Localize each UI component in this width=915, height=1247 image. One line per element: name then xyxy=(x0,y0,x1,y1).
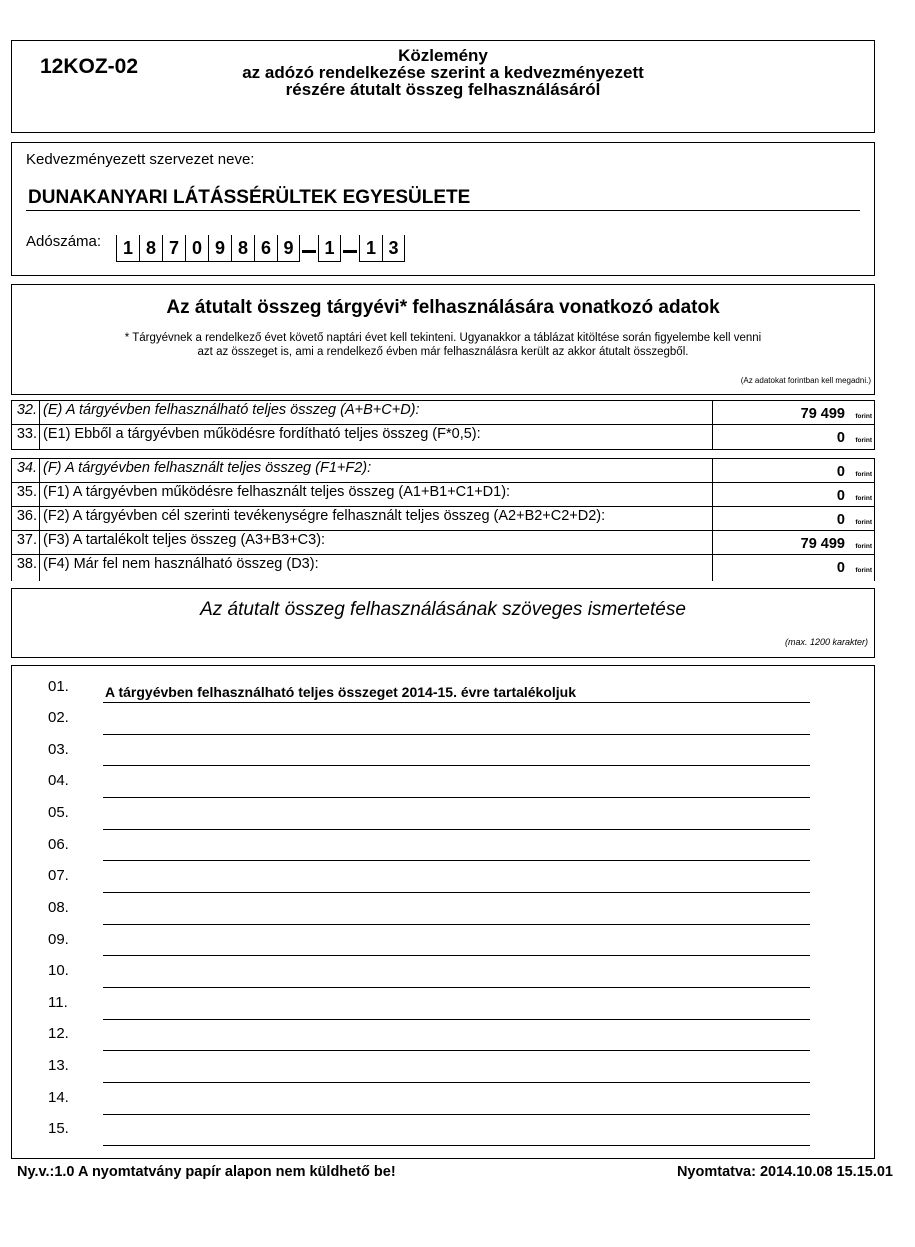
row-number: 37. xyxy=(12,531,40,554)
line-rule xyxy=(103,955,810,956)
usage-data-header xyxy=(11,284,875,395)
line-number: 07. xyxy=(48,867,69,884)
row-value-field[interactable] xyxy=(712,555,875,581)
row-label: (F2) A tárgyévben cél szerinti tevékenységre felhasznált teljes összeg (A2+B2+C2+D2): xyxy=(43,508,606,524)
description-title: Az átutalt összeg felhasználásának szöveges ismertetése xyxy=(200,599,686,620)
row-number: 34. xyxy=(12,459,40,482)
beneficiary-section xyxy=(11,142,875,276)
row-unit: forint xyxy=(855,519,872,526)
row-number: 33. xyxy=(12,425,40,449)
table-row xyxy=(11,554,875,581)
line-rule xyxy=(103,797,810,798)
row-value: 79 499 xyxy=(800,406,845,422)
table-row xyxy=(11,400,875,424)
line-number: 12. xyxy=(48,1025,69,1042)
footnote-line-1: * Tárgyévnek a rendelkező évet követő naptári évet kell tekinteni. Ugyanakkor a táblázat kitöltése során figyelembe kell venni xyxy=(124,332,762,344)
form-title-line-3: részére átutalt összeg felhasználásáról xyxy=(285,80,601,99)
line-rule xyxy=(103,1082,810,1083)
line-rule xyxy=(103,1019,810,1020)
line-number: 01. xyxy=(48,678,69,695)
line-rule xyxy=(103,987,810,988)
table-row xyxy=(11,506,875,530)
org-name-underline xyxy=(26,210,860,211)
tax-separator xyxy=(300,235,318,262)
tax-digit[interactable]: 9 xyxy=(277,235,300,262)
line-rule xyxy=(103,860,810,861)
org-name-field[interactable]: DUNAKANYARI LÁTÁSSÉRÜLTEK EGYESÜLETE xyxy=(28,187,471,208)
footnote-line-2: azt az összeget is, ami a rendelkező évben már felhasználásra került az akkor átutalt összegből. xyxy=(197,346,689,358)
row-unit: forint xyxy=(855,543,872,550)
row-unit: forint xyxy=(855,413,872,420)
row-unit: forint xyxy=(855,495,872,502)
tax-digit[interactable]: 8 xyxy=(231,235,254,262)
line-number: 13. xyxy=(48,1057,69,1074)
footer-print-timestamp: Nyomtatva: 2014.10.08 15.15.01 xyxy=(676,1164,893,1180)
row-value-field[interactable] xyxy=(712,483,875,506)
row-value: 0 xyxy=(836,488,845,504)
tax-digit[interactable]: 1 xyxy=(116,235,139,262)
line-rule xyxy=(103,702,810,703)
table-row xyxy=(11,458,875,482)
table-row xyxy=(11,424,875,450)
row-label: (F4) Már fel nem használható összeg (D3): xyxy=(43,556,319,572)
unit-note: (Az adatokat forintban kell megadni.) xyxy=(740,376,871,385)
form-title-line-1: Közlemény xyxy=(398,46,488,65)
line-number: 06. xyxy=(48,836,69,853)
line-number: 10. xyxy=(48,962,69,979)
tax-number-label: Adószáma: xyxy=(26,233,102,250)
row-label: (F) A tárgyévben felhasznált teljes összeg (F1+F2): xyxy=(43,460,372,476)
line-number: 15. xyxy=(48,1120,69,1137)
form-title-line-2: az adózó rendelkezése szerint a kedvezményezett xyxy=(242,63,644,82)
tax-digit[interactable]: 7 xyxy=(162,235,185,262)
section-footnote xyxy=(12,331,874,359)
row-unit: forint xyxy=(855,471,872,478)
tax-digit[interactable]: 9 xyxy=(208,235,231,262)
line-rule xyxy=(103,734,810,735)
tax-number-field[interactable] xyxy=(116,232,405,262)
row-value-field[interactable] xyxy=(712,425,875,449)
row-label: (E) A tárgyévben felhasználható teljes összeg (A+B+C+D): xyxy=(43,402,420,418)
line-number: 09. xyxy=(48,931,69,948)
row-value: 0 xyxy=(836,560,845,576)
description-lines xyxy=(11,665,875,1159)
row-value: 79 499 xyxy=(800,536,845,552)
tax-digit[interactable]: 6 xyxy=(254,235,277,262)
form-title xyxy=(12,47,874,98)
row-value: 0 xyxy=(836,430,845,446)
line-number: 03. xyxy=(48,741,69,758)
row-value-field[interactable] xyxy=(712,531,875,554)
table-row xyxy=(11,530,875,554)
line-number: 02. xyxy=(48,709,69,726)
tax-digit[interactable]: 0 xyxy=(185,235,208,262)
line-number: 04. xyxy=(48,772,69,789)
table-row xyxy=(11,482,875,506)
row-label: (F3) A tartalékolt teljes összeg (A3+B3+C3): xyxy=(43,532,326,548)
form-code: 12KOZ-02 xyxy=(40,55,139,78)
line-text[interactable]: A tárgyévben felhasználható teljes összeget 2014-15. évre tartalékoljuk xyxy=(105,684,577,700)
line-number: 11. xyxy=(48,994,68,1011)
line-rule xyxy=(103,1114,810,1115)
description-header xyxy=(11,588,875,658)
row-number: 35. xyxy=(12,483,40,506)
row-value-field[interactable] xyxy=(712,507,875,530)
line-rule xyxy=(103,1050,810,1051)
row-unit: forint xyxy=(855,567,872,574)
line-rule xyxy=(103,1145,810,1146)
max-chars-note: (max. 1200 karakter) xyxy=(784,637,868,647)
tax-digit[interactable]: 1 xyxy=(318,235,341,262)
line-number: 14. xyxy=(48,1089,69,1106)
line-rule xyxy=(103,892,810,893)
tax-digit[interactable]: 1 xyxy=(359,235,382,262)
tax-digit[interactable]: 8 xyxy=(139,235,162,262)
row-value-field[interactable] xyxy=(712,459,875,482)
form-header xyxy=(11,40,875,133)
line-number: 08. xyxy=(48,899,69,916)
line-number: 05. xyxy=(48,804,69,821)
footer-version-note: Ny.v.:1.0 A nyomtatvány papír alapon nem küldhető be! xyxy=(17,1164,396,1180)
tax-separator xyxy=(341,235,359,262)
tax-digit[interactable]: 3 xyxy=(382,235,405,262)
row-number: 38. xyxy=(12,555,40,581)
org-name-label: Kedvezményezett szervezet neve: xyxy=(26,151,255,168)
row-unit: forint xyxy=(855,437,872,444)
row-value: 0 xyxy=(836,464,845,480)
row-value: 0 xyxy=(836,512,845,528)
row-number: 36. xyxy=(12,507,40,530)
line-rule xyxy=(103,829,810,830)
line-rule xyxy=(103,924,810,925)
row-label: (F1) A tárgyévben működésre felhasznált teljes összeg (A1+B1+C1+D1): xyxy=(43,484,511,500)
row-number: 32. xyxy=(12,401,40,424)
row-value-field[interactable] xyxy=(712,401,875,424)
row-label: (E1) Ebből a tárgyévben működésre fordítható teljes összeg (F*0,5): xyxy=(43,426,481,442)
section-title: Az átutalt összeg tárgyévi* felhasználására vonatkozó adatok xyxy=(166,297,720,318)
line-rule xyxy=(103,765,810,766)
